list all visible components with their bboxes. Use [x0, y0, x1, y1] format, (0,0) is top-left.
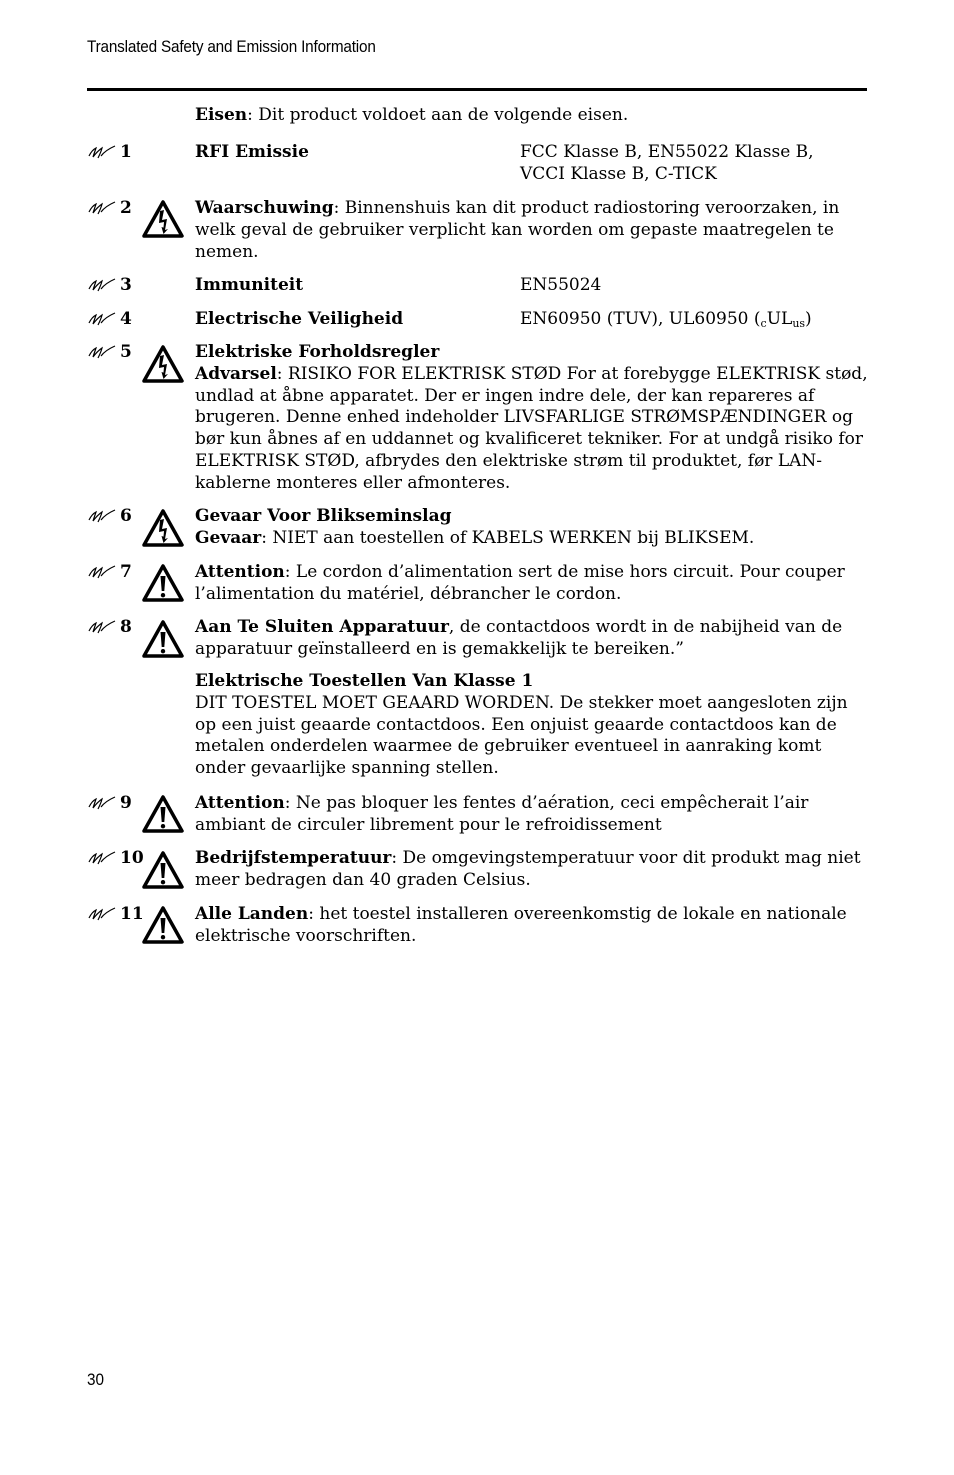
intro-paragraph — [195, 105, 870, 127]
item-label: Gevaar — [195, 527, 262, 548]
checkmark-icon — [87, 564, 117, 580]
warning-icon — [142, 620, 184, 658]
item-heading: Gevaar Voor Blikseminslag — [195, 506, 452, 526]
value-text: EN60950 (TUV), UL60950 ( — [520, 309, 761, 329]
item-text: , de contactdoos wordt in de nabijheid van de apparatuur geïnstalleerd en is gemakkelijk te bereiken.” — [195, 617, 843, 659]
item-number-label: 5 — [120, 342, 132, 362]
checkmark-icon — [87, 850, 117, 866]
checkmark-icon — [87, 277, 117, 293]
electric-shock-warning-icon — [142, 200, 184, 238]
value-line: FCC Klasse B, EN55022 Klasse B, — [520, 142, 814, 162]
item-number-6 — [87, 506, 139, 528]
page-number: 30 — [87, 1370, 105, 1389]
checkmark-icon — [87, 344, 117, 360]
item-number-3 — [87, 275, 139, 297]
item-label: Attention — [195, 793, 285, 813]
item-number-label: 11 — [120, 904, 144, 924]
item-text-9 — [195, 793, 870, 837]
item-text: : het toestel installeren overeenkomstig de lokale en nationale elektrische voorschriften. — [195, 904, 847, 946]
checkmark-icon — [87, 619, 117, 635]
electric-shock-warning-icon — [142, 345, 184, 383]
item-term-rfi: RFI Emissie — [195, 142, 309, 162]
item-subheading: Elektrische Toestellen Van Klasse 1 — [195, 671, 534, 691]
item-number-label: 8 — [120, 617, 132, 637]
item-label: Advarsel — [195, 363, 277, 384]
checkmark-icon — [87, 144, 117, 160]
warning-icon — [142, 795, 184, 833]
item-term-safety: Electrische Veiligheid — [195, 309, 404, 329]
item-number-9 — [87, 793, 139, 815]
item-number-label: 1 — [120, 142, 132, 162]
checkmark-icon — [87, 795, 117, 811]
value-subscript: us — [792, 317, 806, 330]
checkmark-icon — [87, 311, 117, 327]
item-value-safety — [520, 309, 860, 331]
item-subtext: DIT TOESTEL MOET GEAARD WORDEN. De stekker moet aangesloten zijn op een juist geaarde contactdoos. Een onjuist geaarde contactdoos kan de metalen onderdelen waarmee de gebruiker eventueel in aanraking komt onder gevaarlijke spanning stellen. — [195, 692, 848, 779]
item-number-5 — [87, 342, 139, 364]
item-label: Waarschuwing — [195, 198, 334, 218]
electric-shock-warning-icon — [142, 509, 184, 547]
value-subscript: c — [760, 317, 767, 330]
item-text-11 — [195, 904, 870, 948]
intro-text: : Dit product voldoet aan de volgende eisen. — [247, 105, 629, 125]
item-text: : NIET aan toestellen of KABELS WERKEN bij BLIKSEM. — [261, 527, 755, 548]
item-number-1 — [87, 142, 139, 164]
item-text-5 — [195, 342, 870, 495]
page-header-title: Translated Safety and Emission Information — [87, 37, 376, 56]
item-text: : Le cordon d’alimentation sert de mise hors circuit. Pour couper l’alimentation du matériel, débrancher le cordon. — [195, 562, 845, 604]
item-number-label: 3 — [120, 275, 132, 295]
item-label: Aan Te Sluiten Apparatuur — [195, 617, 449, 637]
item-number-label: 2 — [120, 198, 132, 218]
item-number-label: 10 — [120, 848, 144, 868]
item-text-10 — [195, 848, 870, 892]
item-number-label: 7 — [120, 562, 132, 582]
value-line: VCCI Klasse B, C-TICK — [520, 163, 717, 184]
item-number-label: 4 — [120, 309, 132, 329]
item-text-2 — [195, 198, 870, 263]
item-term-immunity: Immuniteit — [195, 275, 304, 295]
item-text: : RISIKO FOR ELEKTRISK STØD For at forebygge ELEKTRISK stød, undlad at åbne apparatet. Der er ingen indre dele, der kan repareres af brugeren. Denne enhed indeholder LIVSFARLIGE STRØMSPÆNDINGER og bør kun åbnes af en uddannet og kvalificeret tekniker. For at undgå risiko for ELEKTRISK STØD, afbrydes den elektriske strøm til produktet, før LAN-kablerne monteres eller afmonteres. — [195, 363, 868, 493]
checkmark-icon — [87, 508, 117, 524]
checkmark-icon — [87, 200, 117, 216]
item-text: : Ne pas bloquer les fentes d’aération, ceci empêcherait l’air ambiant de circuler librement pour le refroidissement — [195, 793, 809, 835]
item-number-7 — [87, 562, 139, 584]
header-rule — [87, 88, 867, 91]
value-text: ) — [805, 309, 812, 329]
item-number-2 — [87, 198, 139, 220]
item-number-label: 9 — [120, 793, 132, 813]
checkmark-icon — [87, 906, 117, 922]
item-label: Attention — [195, 562, 285, 582]
item-label: Bedrijfstemperatuur — [195, 848, 392, 868]
item-number-8 — [87, 617, 139, 639]
item-text-6 — [195, 506, 870, 550]
item-text-8 — [195, 617, 870, 661]
value-text: UL — [766, 309, 793, 329]
item-text: : Binnenshuis kan dit product radiostoring veroorzaken, in welk geval de gebruiker verplicht kan worden om gepaste maatregelen te nemen. — [195, 198, 840, 262]
item-value-immunity: EN55024 — [520, 275, 602, 295]
item-value-rfi — [520, 142, 860, 186]
warning-icon — [142, 564, 184, 602]
warning-icon — [142, 906, 184, 944]
warning-icon — [142, 851, 184, 889]
item-text-7 — [195, 562, 870, 606]
item-label: Alle Landen — [195, 904, 309, 924]
item-subsection-8 — [195, 671, 870, 780]
item-number-11 — [87, 904, 144, 926]
item-number-label: 6 — [120, 506, 132, 526]
item-heading: Elektriske Forholdsregler — [195, 342, 440, 362]
item-number-10 — [87, 848, 144, 870]
item-number-4 — [87, 309, 139, 331]
item-text: : De omgevingstemperatuur voor dit produkt mag niet meer bedragen dan 40 graden Celsius. — [195, 848, 861, 890]
intro-label: Eisen — [195, 105, 248, 125]
